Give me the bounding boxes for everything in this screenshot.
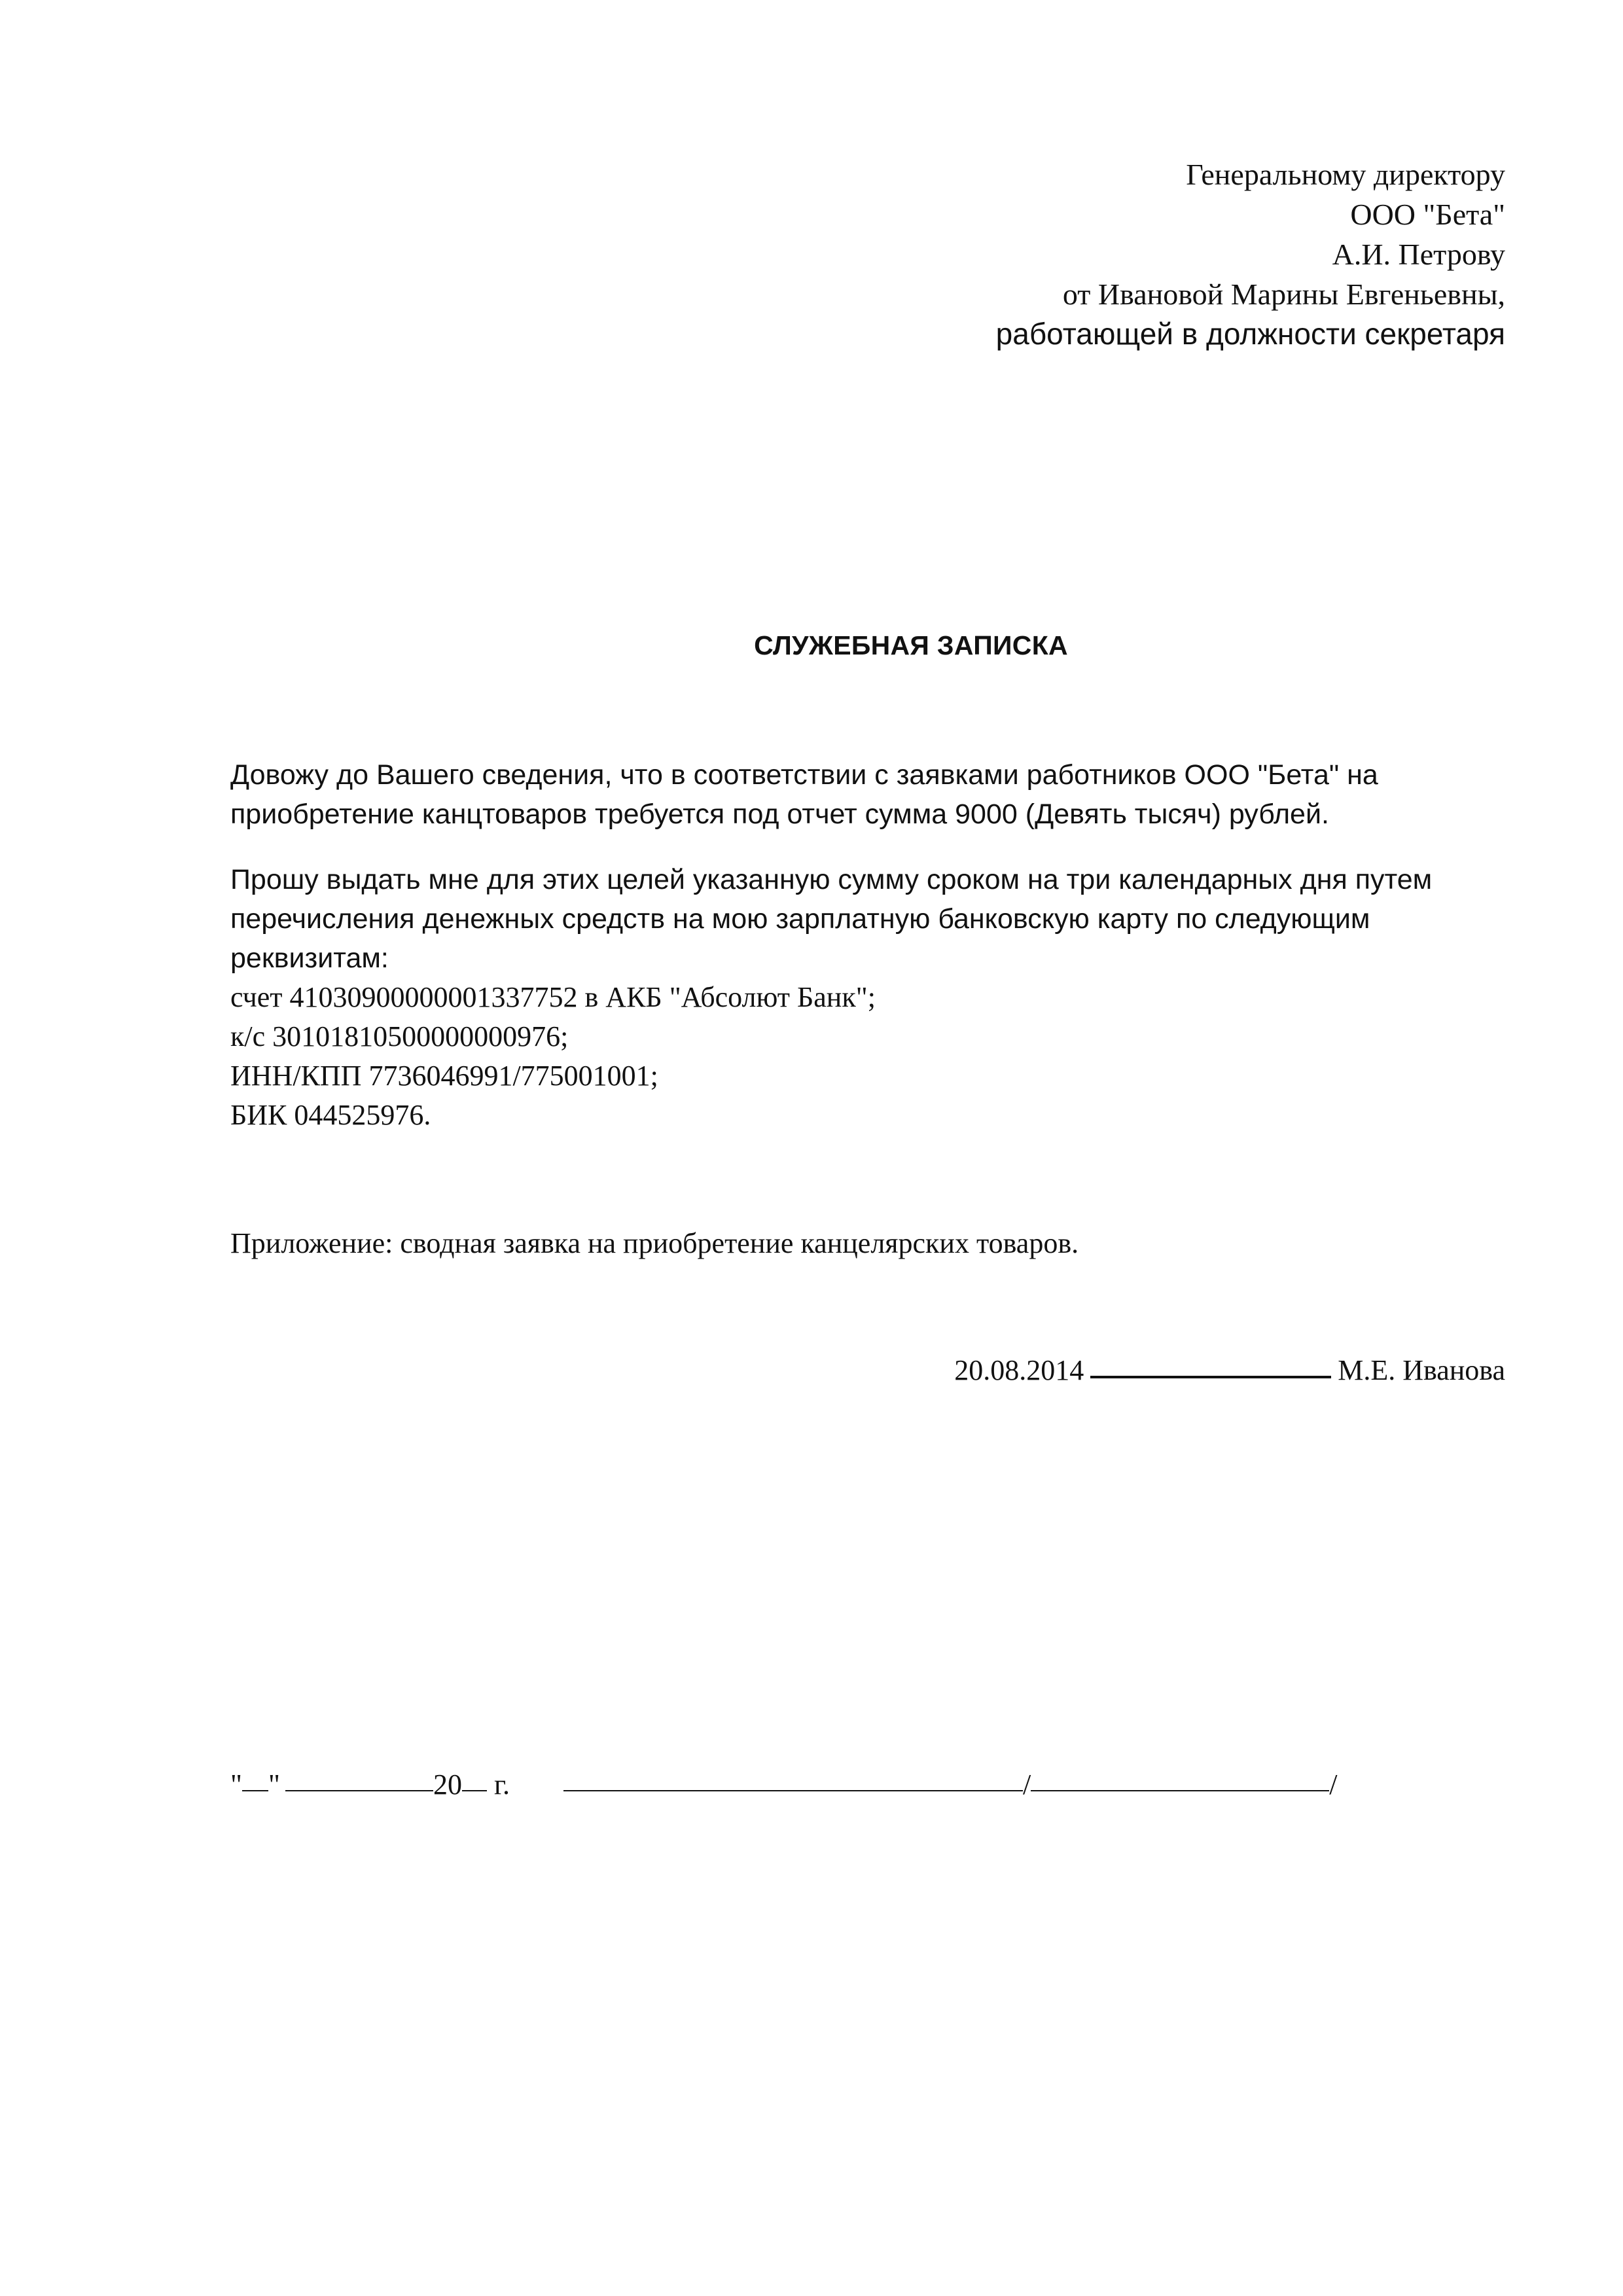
footer-year-suffix: г. xyxy=(486,1768,510,1801)
paragraph-2-line-1: Прошу выдать мне для этих целей указанную сумму сроком на три календарных дня путем xyxy=(230,864,1433,895)
addressee-company: ООО "Бета" xyxy=(1350,198,1505,231)
footer-day-blank xyxy=(242,1789,268,1791)
footer-slash-2: / xyxy=(1329,1768,1338,1801)
paragraph-1-line-2: приобретение канцтоваров требуется под отчет сумма 9000 (Девять тысяч) рублей. xyxy=(230,798,1329,830)
paragraph-1-line-1: Довожу до Вашего сведения, что в соответствии с заявками работников ООО "Бета" на xyxy=(230,759,1378,791)
requisite-account: счет 41030900000001337752 в АКБ "Абсолют Банк"; xyxy=(230,981,876,1013)
footer-signature-block xyxy=(230,1765,1338,1804)
sender-position: работающей в должности секретаря xyxy=(995,317,1505,351)
requisite-corr-account: к/с 30101810500000000976; xyxy=(230,1020,569,1052)
signoff-block xyxy=(954,1351,1505,1390)
signoff-name: М.Е. Иванова xyxy=(1338,1354,1505,1386)
footer-quote-close: " xyxy=(268,1768,280,1801)
footer-name-blank xyxy=(1031,1789,1329,1791)
paragraph-2-line-3: реквизитам: xyxy=(230,942,389,974)
requisite-inn-kpp: ИНН/КПП 7736046991/775001001; xyxy=(230,1060,658,1092)
footer-signature-blank xyxy=(563,1789,1023,1791)
addressee-block xyxy=(996,154,1505,354)
paragraph-1 xyxy=(230,755,1474,834)
paragraph-2 xyxy=(230,860,1474,1135)
paragraph-2-line-2: перечисления денежных средств на мою зарплатную банковскую карту по следующим xyxy=(230,903,1370,935)
attachment-note: Приложение: сводная заявка на приобретение канцелярских товаров. xyxy=(230,1227,1079,1259)
signoff-date: 20.08.2014 xyxy=(954,1354,1084,1386)
requisite-bik: БИК 044525976. xyxy=(230,1099,431,1131)
footer-quote-open: " xyxy=(230,1768,242,1801)
sender-name: от Ивановой Марины Евгеньевны, xyxy=(1062,278,1505,311)
footer-month-blank xyxy=(285,1789,433,1791)
footer-year-blank xyxy=(462,1789,487,1791)
footer-slash-1: / xyxy=(1023,1768,1031,1801)
addressee-position: Генеральному директору xyxy=(1186,158,1505,191)
document-title: СЛУЖЕБНАЯ ЗАПИСКА xyxy=(754,630,1068,660)
footer-year-prefix: 20 xyxy=(433,1768,462,1801)
addressee-name: А.И. Петрову xyxy=(1332,238,1505,271)
signature-line xyxy=(1090,1375,1331,1378)
